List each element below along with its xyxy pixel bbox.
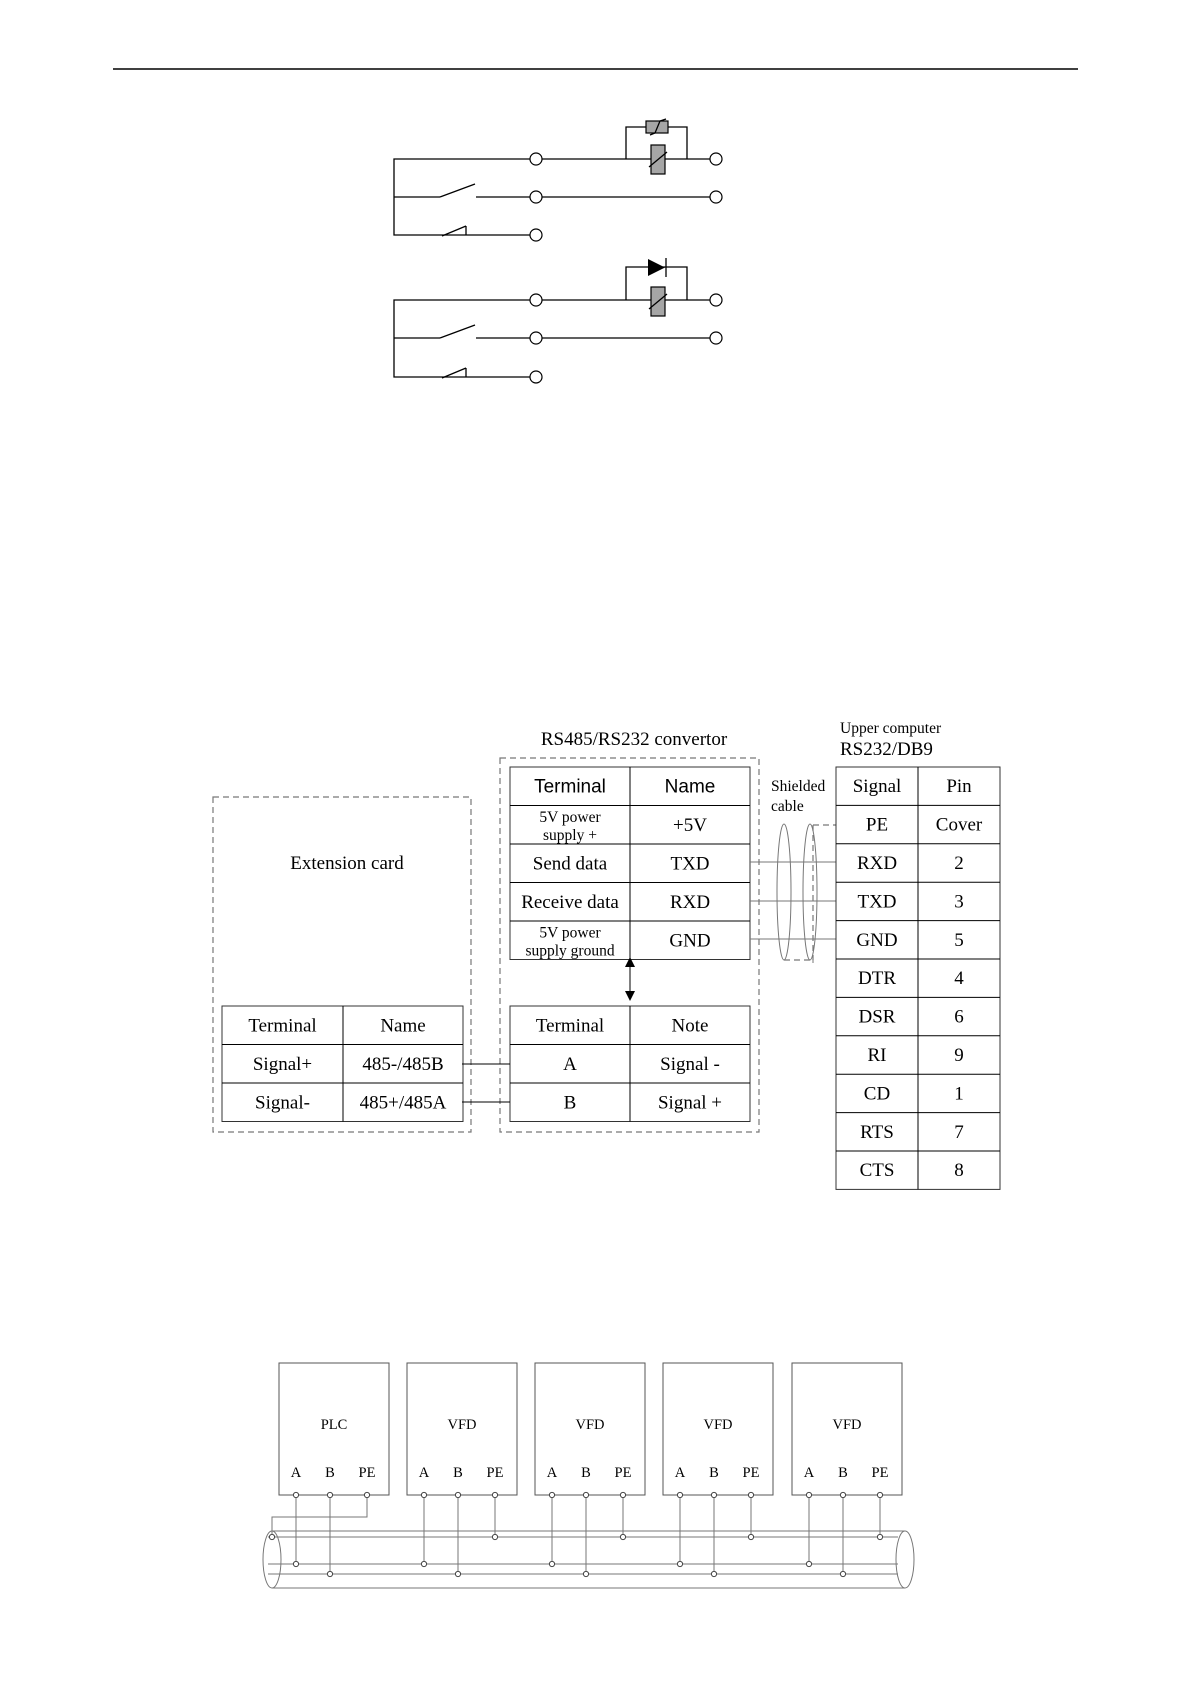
- column-header: Terminal: [248, 1015, 317, 1037]
- bus-device: [272, 1363, 389, 1577]
- device-label: PLC: [320, 1417, 348, 1433]
- terminal-circle: [530, 191, 542, 203]
- terminal-circle: [530, 153, 542, 165]
- cable-end: [896, 1531, 914, 1588]
- table-cell-terminal: B: [563, 1092, 577, 1114]
- upper-computer-port: RS232/DB9: [840, 739, 933, 760]
- junction-node: [293, 1561, 298, 1566]
- device-label: VFD: [703, 1417, 733, 1433]
- converter-bottom-table: [510, 1006, 750, 1122]
- bus-device: [663, 1363, 773, 1577]
- junction-node: [877, 1534, 882, 1539]
- table-cell-name: 485+/485A: [359, 1092, 447, 1114]
- table-cell-terminal: Signal+: [252, 1053, 313, 1075]
- table-cell-signal: CD: [863, 1083, 891, 1105]
- table-cell-terminal: 5V power: [539, 808, 601, 826]
- terminal-node: [549, 1492, 554, 1497]
- rs485-rs232-wiring-diagram: [213, 720, 1000, 1189]
- bus-device: [407, 1363, 517, 1577]
- device-label: VFD: [447, 1417, 477, 1433]
- junction-node: [269, 1534, 274, 1539]
- terminal-circle: [530, 294, 542, 306]
- junction-node: [711, 1571, 716, 1576]
- table-cell-pin: 3: [954, 891, 964, 913]
- junction-node: [492, 1534, 497, 1539]
- terminal-node: [711, 1492, 716, 1497]
- extension-card-title: Extension card: [290, 853, 404, 874]
- junction-node: [549, 1561, 554, 1566]
- arrow-head-down: [625, 991, 635, 1001]
- terminal-label: PE: [358, 1465, 376, 1481]
- table-cell-pin: Cover: [935, 814, 983, 836]
- device-label: VFD: [575, 1417, 605, 1433]
- extension-card-table: [222, 1006, 463, 1122]
- table-cell-signal: RTS: [860, 1121, 894, 1143]
- converter-title: RS485/RS232 convertor: [540, 729, 728, 750]
- normally-open-contact: [440, 325, 475, 338]
- terminal-label: PE: [742, 1465, 760, 1481]
- terminal-circle: [530, 371, 542, 383]
- junction-node: [455, 1571, 460, 1576]
- table-cell-signal: CTS: [859, 1160, 895, 1182]
- converter-top-table: [510, 767, 750, 960]
- terminal-label: B: [581, 1465, 591, 1481]
- terminal-label: A: [546, 1465, 558, 1481]
- terminal-node: [492, 1492, 497, 1497]
- column-header: Terminal: [534, 776, 606, 798]
- table-cell-terminal: supply ground: [525, 942, 615, 960]
- table-cell-note: Signal +: [657, 1092, 723, 1114]
- table-cell-pin: 8: [954, 1160, 964, 1182]
- terminal-node: [877, 1492, 882, 1497]
- column-header: Name: [664, 776, 716, 798]
- normally-open-contact: [440, 184, 475, 197]
- shielded-cable: [750, 824, 836, 963]
- table-cell-pin: 6: [954, 1006, 964, 1028]
- terminal-node: [806, 1492, 811, 1497]
- terminal-circle: [710, 191, 722, 203]
- relay-circuit-diode: [394, 258, 722, 383]
- terminal-node: [455, 1492, 460, 1497]
- cable-tube: [272, 1531, 905, 1588]
- terminal-label: PE: [871, 1465, 889, 1481]
- table-cell-name: 485-/485B: [362, 1053, 444, 1075]
- terminal-circle: [710, 332, 722, 344]
- table-cell-name: RXD: [669, 891, 711, 913]
- terminal-label: PE: [486, 1465, 504, 1481]
- table-cell-signal: RI: [867, 1045, 887, 1066]
- table-cell-pin: 2: [954, 853, 964, 874]
- table-cell-signal: RXD: [856, 853, 898, 874]
- table-cell-terminal: Receive data: [521, 891, 619, 913]
- table-cell-terminal: Send data: [532, 853, 608, 875]
- terminal-label: PE: [614, 1465, 632, 1481]
- terminal-label: A: [803, 1465, 815, 1481]
- junction-node: [421, 1561, 426, 1566]
- table-cell-terminal: A: [563, 1053, 577, 1075]
- table-cell-pin: 5: [954, 929, 964, 951]
- terminal-node: [840, 1492, 845, 1497]
- junction-node: [748, 1534, 753, 1539]
- diode: [648, 259, 665, 276]
- cable-shield-ring: [803, 824, 817, 960]
- terminal-circle: [530, 229, 542, 241]
- device-label: VFD: [832, 1417, 862, 1433]
- rs485-bus-diagram: [263, 1363, 914, 1588]
- terminal-node: [748, 1492, 753, 1497]
- cable-label-line2: cable: [771, 798, 804, 815]
- junction-node: [806, 1561, 811, 1566]
- terminal-node: [583, 1492, 588, 1497]
- terminal-label: B: [325, 1465, 335, 1481]
- upper-computer-title: Upper computer: [840, 720, 942, 737]
- junction-node: [677, 1561, 682, 1566]
- table-cell-terminal: Signal-: [255, 1092, 310, 1114]
- table-cell-pin: 9: [954, 1045, 964, 1066]
- terminal-label: B: [453, 1465, 463, 1481]
- table-cell-terminal: supply +: [543, 826, 597, 844]
- cable-shield-ring: [777, 824, 791, 960]
- terminal-circle: [530, 332, 542, 344]
- table-cell-pin: 1: [954, 1083, 964, 1105]
- terminal-label: B: [838, 1465, 848, 1481]
- terminal-circle: [710, 294, 722, 306]
- table-cell-pin: 4: [954, 968, 964, 990]
- table-cell-name: GND: [669, 930, 711, 952]
- terminal-circle: [710, 153, 722, 165]
- table-cell-note: Signal -: [660, 1053, 720, 1075]
- terminal-node: [327, 1492, 332, 1497]
- table-cell-pin: 7: [954, 1121, 964, 1143]
- column-header: Pin: [946, 776, 972, 798]
- table-cell-signal: DSR: [858, 1006, 896, 1028]
- terminal-label: A: [418, 1465, 430, 1481]
- junction-node: [583, 1571, 588, 1576]
- terminal-node: [620, 1492, 625, 1497]
- terminal-label: A: [290, 1465, 302, 1481]
- terminal-node: [293, 1492, 298, 1497]
- column-header: Name: [380, 1015, 426, 1037]
- table-cell-signal: TXD: [857, 891, 897, 913]
- junction-node: [620, 1534, 625, 1539]
- bus-device: [535, 1363, 645, 1577]
- column-header: Note: [671, 1015, 709, 1037]
- table-cell-signal: GND: [856, 929, 898, 951]
- table-cell-terminal: 5V power: [539, 924, 601, 942]
- relay-wiring-diagram: [394, 119, 722, 383]
- upper-computer-table: [836, 767, 1000, 1189]
- bus-device: [792, 1363, 902, 1577]
- terminal-node: [677, 1492, 682, 1497]
- terminal-label: B: [709, 1465, 719, 1481]
- junction-node: [327, 1571, 332, 1576]
- terminal-label: A: [674, 1465, 686, 1481]
- cable-label-line1: Shielded: [771, 778, 826, 795]
- table-cell-signal: DTR: [858, 968, 896, 990]
- relay-circuit-varistor: [394, 119, 722, 241]
- column-header: Terminal: [535, 1015, 605, 1037]
- terminal-node: [364, 1492, 369, 1497]
- junction-node: [840, 1571, 845, 1576]
- terminal-node: [421, 1492, 426, 1497]
- table-cell-name: TXD: [670, 853, 710, 875]
- column-header: Signal: [852, 776, 902, 798]
- table-cell-signal: PE: [865, 814, 889, 836]
- table-cell-name: +5V: [673, 814, 707, 836]
